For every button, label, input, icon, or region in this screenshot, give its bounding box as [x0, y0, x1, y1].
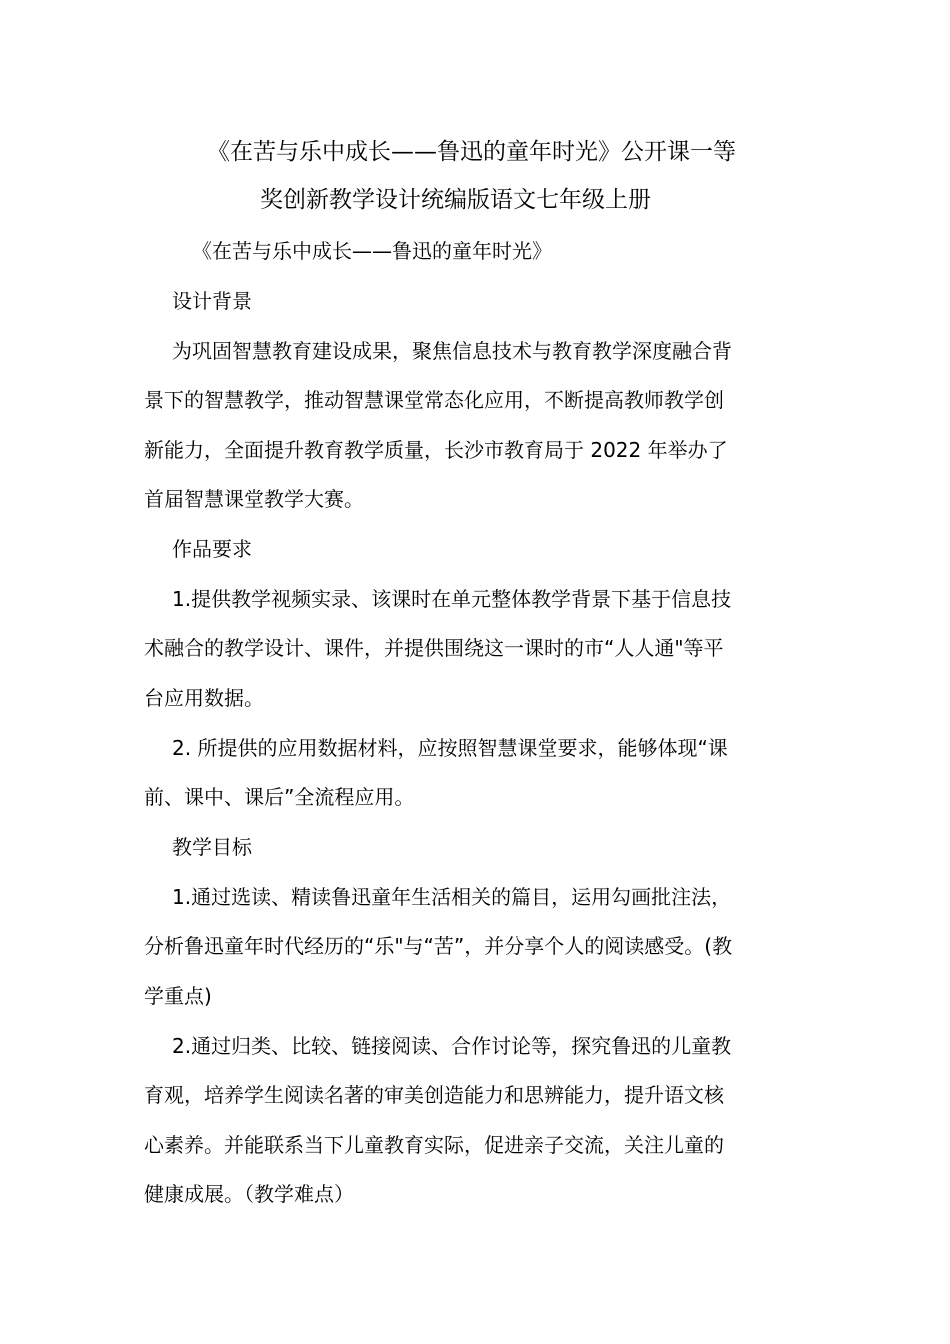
paragraph-line: 首届智慧课堂教学大赛。: [144, 487, 364, 511]
paragraph-line: 新能力，全面提升教育教学质量，长沙市教育局于 2022 年举办了: [144, 438, 728, 462]
paragraph-line: 为巩固智慧教育建设成果，聚焦信息技术与教育教学深度融合背: [172, 339, 732, 363]
document-title-line-2: 奖创新教学设计统编版语文七年级上册: [260, 187, 651, 213]
paragraph-line: 台应用数据。: [144, 686, 264, 710]
paragraph-line: 育观，培养学生阅读名著的审美创造能力和思辨能力，提升语文核: [144, 1083, 724, 1107]
paragraph-line: 心素养。并能联系当下儿童教育实际，促进亲子交流，关注儿童的: [144, 1133, 724, 1157]
paragraph-line: 学重点): [144, 984, 212, 1008]
paragraph-line: 1.提供教学视频实录、该课时在单元整体教学背景下基于信息技: [172, 587, 732, 611]
section-heading-requirements: 作品要求: [172, 537, 252, 561]
paragraph-line: 术融合的教学设计、课件，并提供围绕这一课时的市“人人通"等平: [144, 636, 724, 660]
paragraph-line: 分析鲁迅童年时代经历的“乐"与“苦”，并分享个人的阅读感受。(教: [144, 934, 733, 958]
paragraph-line: 健康成展。（教学难点）: [144, 1182, 354, 1206]
lesson-subtitle: 《在苦与乐中成长——鲁迅的童年时光》: [192, 239, 552, 263]
section-heading-background: 设计背景: [172, 289, 252, 313]
paragraph-line: 1.通过选读、精读鲁迅童年生活相关的篇目，运用勾画批注法，: [172, 885, 732, 909]
document-title-line-1: 《在苦与乐中成长——鲁迅的童年时光》公开课一等: [207, 139, 736, 165]
paragraph-line: 前、课中、课后”全流程应用。: [144, 785, 415, 809]
paragraph-line: 景下的智慧教学，推动智慧课堂常态化应用，不断提高教师教学创: [144, 388, 724, 412]
section-heading-goals: 教学目标: [172, 835, 252, 859]
paragraph-line: 2. 所提供的应用数据材料，应按照智慧课堂要求，能够体现“课: [172, 736, 728, 760]
paragraph-line: 2.通过归类、比较、链接阅读、合作讨论等，探究鲁迅的儿童教: [172, 1034, 732, 1058]
